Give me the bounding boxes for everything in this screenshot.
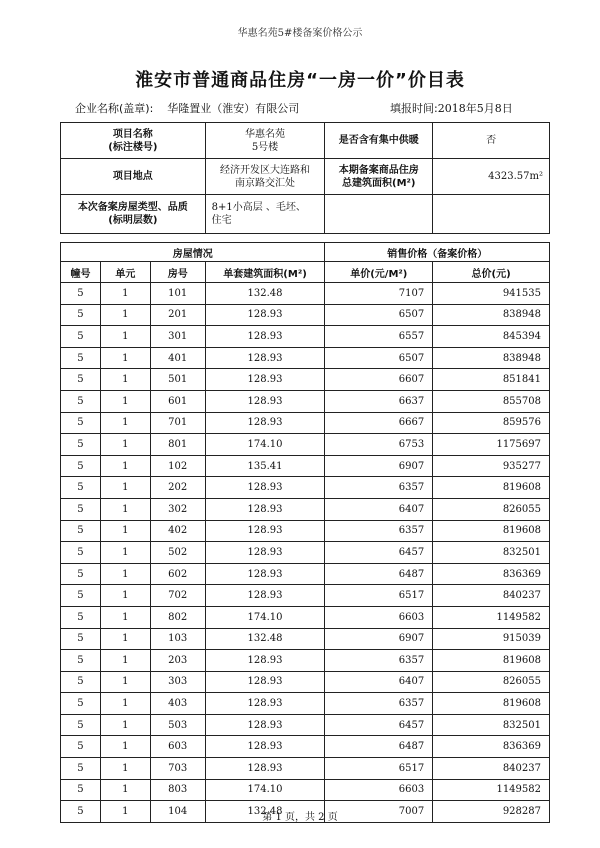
unit-cell: 1 xyxy=(100,542,150,564)
room-cell: 603 xyxy=(150,736,205,758)
project-name-label: 项目名称 (标注楼号) xyxy=(61,123,206,159)
area-cell: 128.93 xyxy=(205,520,325,542)
col-header-total-price: 总价(元) xyxy=(433,262,550,283)
building-cell: 5 xyxy=(61,585,101,607)
unit-price-cell: 6457 xyxy=(325,542,433,564)
area-cell: 128.93 xyxy=(205,671,325,693)
date-field xyxy=(390,100,513,116)
building-cell: 5 xyxy=(61,758,101,780)
room-cell: 102 xyxy=(150,455,205,477)
table-row xyxy=(61,455,550,477)
building-cell: 5 xyxy=(61,326,101,348)
total-price-cell: 819608 xyxy=(433,693,550,715)
room-cell: 801 xyxy=(150,434,205,456)
col-header-room: 房号 xyxy=(150,262,205,283)
page-footer: 第 1 页，共 2 页 xyxy=(262,812,338,823)
unit-price-cell: 6603 xyxy=(325,606,433,628)
total-price-cell: 859576 xyxy=(433,412,550,434)
area-cell: 128.93 xyxy=(205,412,325,434)
room-cell: 802 xyxy=(150,606,205,628)
building-cell: 5 xyxy=(61,412,101,434)
area-cell: 174.10 xyxy=(205,434,325,456)
table-row xyxy=(61,412,550,434)
table-row xyxy=(61,779,550,801)
total-price-cell: 826055 xyxy=(433,671,550,693)
room-cell: 303 xyxy=(150,671,205,693)
area-cell: 128.93 xyxy=(205,369,325,391)
building-cell: 5 xyxy=(61,650,101,672)
room-cell: 101 xyxy=(150,283,205,305)
unit-price-cell: 6517 xyxy=(325,585,433,607)
location-value: 经济开发区大连路和 南京路交汇处 xyxy=(205,159,325,195)
table-row xyxy=(61,542,550,564)
total-price-cell: 840237 xyxy=(433,758,550,780)
unit-cell: 1 xyxy=(100,455,150,477)
price-group-header: 销售价格（备案价格） xyxy=(325,243,550,262)
room-cell: 103 xyxy=(150,628,205,650)
building-cell: 5 xyxy=(61,283,101,305)
area-cell: 128.93 xyxy=(205,347,325,369)
area-cell: 128.93 xyxy=(205,326,325,348)
unit-cell: 1 xyxy=(100,606,150,628)
table-row xyxy=(61,477,550,499)
unit-price-cell: 6507 xyxy=(325,304,433,326)
total-price-cell: 836369 xyxy=(433,563,550,585)
page-header: 华惠名苑5#楼备案价格公示 xyxy=(237,28,363,39)
unit-price-cell: 6517 xyxy=(325,758,433,780)
unit-cell: 1 xyxy=(100,520,150,542)
unit-cell: 1 xyxy=(100,628,150,650)
table-row xyxy=(61,758,550,780)
building-cell: 5 xyxy=(61,801,101,823)
table-row xyxy=(61,304,550,326)
area-cell: 128.93 xyxy=(205,498,325,520)
total-price-cell: 941535 xyxy=(433,283,550,305)
house-group-header: 房屋情况 xyxy=(61,243,325,262)
project-info-table xyxy=(60,122,550,234)
table-row xyxy=(61,283,550,305)
unit-cell: 1 xyxy=(100,304,150,326)
total-price-cell: 928287 xyxy=(433,801,550,823)
project-name: 华惠名苑 5号楼 xyxy=(205,123,325,159)
area-cell: 128.93 xyxy=(205,563,325,585)
unit-cell: 1 xyxy=(100,693,150,715)
building-cell: 5 xyxy=(61,693,101,715)
total-price-cell: 1149582 xyxy=(433,779,550,801)
area-cell: 128.93 xyxy=(205,304,325,326)
unit-price-cell: 6907 xyxy=(325,628,433,650)
page-title: 淮安市普通商品住房“一房一价”价目表 xyxy=(135,70,465,91)
unit-price-cell: 7107 xyxy=(325,283,433,305)
empty-cell xyxy=(325,195,433,234)
table-row xyxy=(61,563,550,585)
table-row xyxy=(61,736,550,758)
empty-cell xyxy=(433,195,550,234)
building-cell: 5 xyxy=(61,671,101,693)
unit-price-cell: 6603 xyxy=(325,779,433,801)
total-price-cell: 915039 xyxy=(433,628,550,650)
unit-price-cell: 6907 xyxy=(325,455,433,477)
area-cell: 174.10 xyxy=(205,779,325,801)
total-price-cell: 1175697 xyxy=(433,434,550,456)
unit-price-cell: 6457 xyxy=(325,714,433,736)
table-row xyxy=(61,369,550,391)
building-cell: 5 xyxy=(61,498,101,520)
unit-price-cell: 6357 xyxy=(325,477,433,499)
area-value: 4323.57m² xyxy=(433,159,550,195)
room-cell: 203 xyxy=(150,650,205,672)
unit-cell: 1 xyxy=(100,714,150,736)
unit-cell: 1 xyxy=(100,369,150,391)
unit-price-cell: 6487 xyxy=(325,736,433,758)
unit-price-cell: 6357 xyxy=(325,520,433,542)
unit-cell: 1 xyxy=(100,477,150,499)
total-price-cell: 838948 xyxy=(433,347,550,369)
room-cell: 402 xyxy=(150,520,205,542)
area-cell: 128.93 xyxy=(205,390,325,412)
unit-price-cell: 6607 xyxy=(325,369,433,391)
table-row xyxy=(61,498,550,520)
col-header-area: 单套建筑面积(M²) xyxy=(205,262,325,283)
unit-price-cell: 6667 xyxy=(325,412,433,434)
building-cell: 5 xyxy=(61,369,101,391)
room-cell: 601 xyxy=(150,390,205,412)
area-cell: 128.93 xyxy=(205,758,325,780)
building-cell: 5 xyxy=(61,520,101,542)
room-cell: 503 xyxy=(150,714,205,736)
company-label: 企业名称(盖章): xyxy=(75,102,154,115)
price-table xyxy=(60,242,550,823)
room-cell: 502 xyxy=(150,542,205,564)
building-cell: 5 xyxy=(61,606,101,628)
room-cell: 104 xyxy=(150,801,205,823)
unit-cell: 1 xyxy=(100,412,150,434)
unit-cell: 1 xyxy=(100,390,150,412)
area-cell: 128.93 xyxy=(205,585,325,607)
report-date: 2018年5月8日 xyxy=(437,102,513,115)
company-field xyxy=(75,100,299,116)
table-row xyxy=(61,693,550,715)
table-row xyxy=(61,520,550,542)
area-cell: 132.48 xyxy=(205,801,325,823)
total-price-cell: 851841 xyxy=(433,369,550,391)
area-cell: 132.48 xyxy=(205,283,325,305)
total-price-cell: 1149582 xyxy=(433,606,550,628)
unit-cell: 1 xyxy=(100,347,150,369)
building-cell: 5 xyxy=(61,390,101,412)
table-row xyxy=(61,714,550,736)
unit-cell: 1 xyxy=(100,585,150,607)
table-row xyxy=(61,326,550,348)
total-price-cell: 845394 xyxy=(433,326,550,348)
unit-price-cell: 6407 xyxy=(325,671,433,693)
heating-label: 是否含有集中供暖 xyxy=(325,123,433,159)
total-price-cell: 819608 xyxy=(433,650,550,672)
total-price-cell: 855708 xyxy=(433,390,550,412)
room-cell: 201 xyxy=(150,304,205,326)
building-cell: 5 xyxy=(61,714,101,736)
room-cell: 401 xyxy=(150,347,205,369)
unit-cell: 1 xyxy=(100,650,150,672)
table-row xyxy=(61,671,550,693)
room-cell: 702 xyxy=(150,585,205,607)
unit-price-cell: 6507 xyxy=(325,347,433,369)
unit-cell: 1 xyxy=(100,326,150,348)
area-cell: 128.93 xyxy=(205,650,325,672)
unit-price-cell: 6357 xyxy=(325,650,433,672)
room-cell: 202 xyxy=(150,477,205,499)
heating-value: 否 xyxy=(433,123,550,159)
unit-cell: 1 xyxy=(100,801,150,823)
total-price-cell: 840237 xyxy=(433,585,550,607)
room-cell: 803 xyxy=(150,779,205,801)
building-cell: 5 xyxy=(61,736,101,758)
building-cell: 5 xyxy=(61,434,101,456)
total-price-cell: 838948 xyxy=(433,304,550,326)
unit-cell: 1 xyxy=(100,736,150,758)
type-label: 本次备案房屋类型、品质 (标明层数) xyxy=(61,195,206,234)
area-cell: 135.41 xyxy=(205,455,325,477)
unit-price-cell: 7007 xyxy=(325,801,433,823)
total-price-cell: 832501 xyxy=(433,714,550,736)
unit-cell: 1 xyxy=(100,434,150,456)
building-cell: 5 xyxy=(61,455,101,477)
building-cell: 5 xyxy=(61,347,101,369)
area-label: 本期备案商品住房 总建筑面积(M²) xyxy=(325,159,433,195)
company-name: 华隆置业（淮安）有限公司 xyxy=(167,102,300,115)
table-row xyxy=(61,390,550,412)
unit-price-cell: 6407 xyxy=(325,498,433,520)
building-cell: 5 xyxy=(61,563,101,585)
room-cell: 701 xyxy=(150,412,205,434)
area-cell: 128.93 xyxy=(205,477,325,499)
table-row xyxy=(61,434,550,456)
total-price-cell: 819608 xyxy=(433,477,550,499)
building-cell: 5 xyxy=(61,779,101,801)
type-value: 8+1小高层 、毛坯、 住宅 xyxy=(205,195,325,234)
col-header-unit: 单元 xyxy=(100,262,150,283)
table-row xyxy=(61,606,550,628)
room-cell: 301 xyxy=(150,326,205,348)
unit-cell: 1 xyxy=(100,283,150,305)
building-cell: 5 xyxy=(61,477,101,499)
table-row xyxy=(61,347,550,369)
total-price-cell: 819608 xyxy=(433,520,550,542)
building-cell: 5 xyxy=(61,628,101,650)
unit-cell: 1 xyxy=(100,779,150,801)
building-cell: 5 xyxy=(61,542,101,564)
date-label: 填报时间: xyxy=(390,102,438,115)
area-cell: 128.93 xyxy=(205,736,325,758)
building-cell: 5 xyxy=(61,304,101,326)
col-header-building: 幢号 xyxy=(61,262,101,283)
table-row xyxy=(61,650,550,672)
area-cell: 128.93 xyxy=(205,542,325,564)
col-header-unit-price: 单价(元/M²) xyxy=(325,262,433,283)
area-cell: 174.10 xyxy=(205,606,325,628)
total-price-cell: 832501 xyxy=(433,542,550,564)
unit-price-cell: 6753 xyxy=(325,434,433,456)
total-price-cell: 836369 xyxy=(433,736,550,758)
area-cell: 128.93 xyxy=(205,714,325,736)
room-cell: 302 xyxy=(150,498,205,520)
room-cell: 403 xyxy=(150,693,205,715)
unit-cell: 1 xyxy=(100,758,150,780)
unit-price-cell: 6487 xyxy=(325,563,433,585)
unit-cell: 1 xyxy=(100,671,150,693)
area-cell: 132.48 xyxy=(205,628,325,650)
total-price-cell: 826055 xyxy=(433,498,550,520)
unit-price-cell: 6557 xyxy=(325,326,433,348)
unit-price-cell: 6637 xyxy=(325,390,433,412)
unit-price-cell: 6357 xyxy=(325,693,433,715)
table-row xyxy=(61,585,550,607)
unit-cell: 1 xyxy=(100,563,150,585)
location-label: 项目地点 xyxy=(61,159,206,195)
total-price-cell: 935277 xyxy=(433,455,550,477)
room-cell: 501 xyxy=(150,369,205,391)
area-cell: 128.93 xyxy=(205,693,325,715)
room-cell: 602 xyxy=(150,563,205,585)
table-row xyxy=(61,628,550,650)
room-cell: 703 xyxy=(150,758,205,780)
unit-cell: 1 xyxy=(100,498,150,520)
